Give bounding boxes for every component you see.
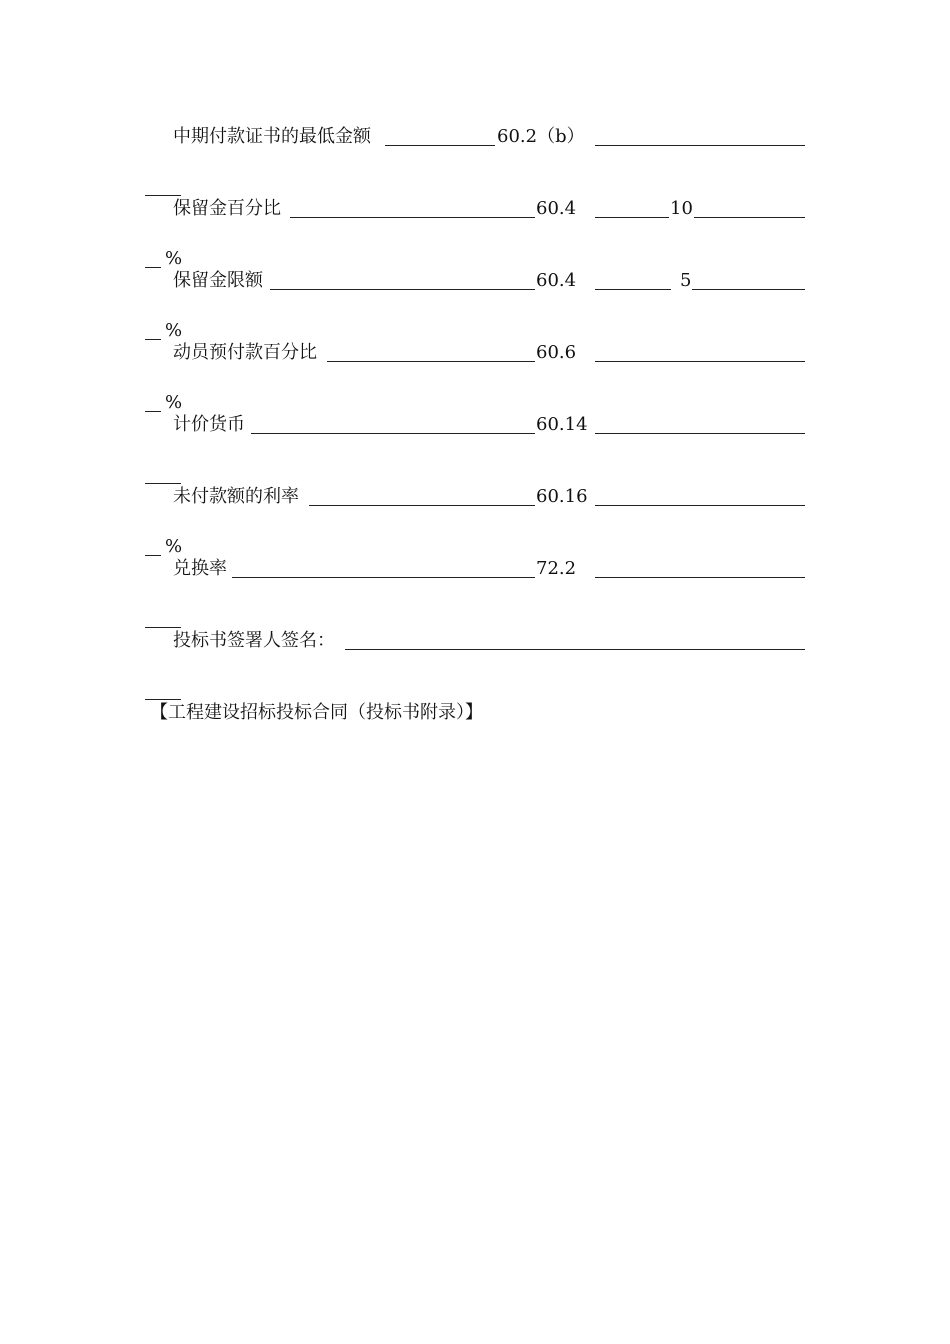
clause-number: 60.4	[536, 198, 577, 219]
value-blank[interactable]	[595, 145, 805, 146]
leader-line	[327, 361, 535, 362]
row-label: 计价货币	[173, 414, 245, 435]
value-blank[interactable]	[595, 505, 805, 506]
continuation-line	[145, 339, 161, 340]
row-label: 保留金百分比	[173, 198, 281, 219]
value-blank[interactable]	[595, 577, 805, 578]
signature-row	[145, 630, 805, 702]
clause-number: 60.14	[536, 414, 588, 435]
clause-number: 60.4	[536, 270, 577, 291]
leader-line	[290, 217, 535, 218]
value-blank[interactable]	[595, 361, 805, 362]
field-value: 5	[680, 270, 692, 291]
unit-label: %	[165, 248, 183, 269]
continuation-line	[145, 483, 181, 484]
clause-number: 72.2	[536, 558, 577, 579]
row-label: 动员预付款百分比	[173, 342, 317, 363]
row-label: 兑换率	[173, 558, 227, 579]
leader-line	[270, 289, 535, 290]
clause-number: 60.2（b）	[497, 126, 585, 147]
unit-label: %	[165, 320, 183, 341]
leader-line	[232, 577, 535, 578]
clause-number: 60.16	[536, 486, 588, 507]
document-footer-title: 【工程建设招标投标合同（投标书附录）】	[150, 702, 483, 723]
continuation-line	[145, 411, 161, 412]
value-blank[interactable]	[595, 217, 805, 218]
continuation-line	[145, 195, 181, 196]
appendix-row-exchange-rate	[145, 558, 805, 630]
appendix-row-currency	[145, 414, 805, 486]
clause-number: 60.6	[536, 342, 577, 363]
value-blank[interactable]	[595, 433, 805, 434]
continuation-line	[145, 627, 181, 628]
leader-line	[251, 433, 535, 434]
continuation-line	[145, 699, 181, 700]
value-blank[interactable]	[595, 289, 671, 290]
signature-label: 投标书签署人签名：	[173, 630, 335, 651]
appendix-row-retention-percentage	[145, 198, 805, 270]
row-label: 未付款额的利率	[173, 486, 299, 507]
unit-label: %	[165, 392, 183, 413]
row-label: 中期付款证书的最低金额	[173, 126, 371, 147]
signature-line[interactable]	[345, 649, 805, 650]
appendix-row-mobilization-advance	[145, 342, 805, 414]
unit-label: %	[165, 536, 183, 557]
appendix-row-retention-limit	[145, 270, 805, 342]
continuation-line	[145, 555, 161, 556]
value-blank-continued	[690, 289, 805, 290]
leader-line	[309, 505, 535, 506]
field-value: 10	[670, 198, 693, 219]
row-label: 保留金限额	[173, 270, 263, 291]
appendix-row-min-interim-payment	[145, 126, 805, 198]
appendix-row-interest-rate	[145, 486, 805, 558]
continuation-line	[145, 267, 161, 268]
leader-line	[385, 145, 495, 146]
